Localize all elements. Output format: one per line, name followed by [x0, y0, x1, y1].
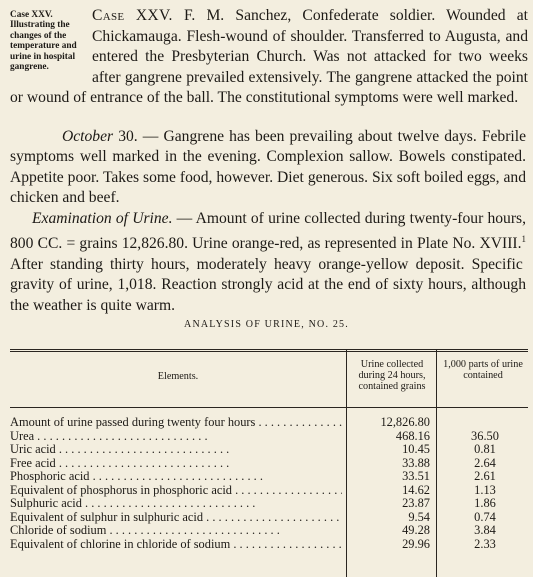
grains-value: 9.54 [408, 509, 430, 524]
per-1000-value: 36.50 [471, 428, 499, 443]
per-1000-value: 1.13 [474, 482, 496, 497]
table-row [10, 524, 528, 538]
element-name: Equivalent of sulphur in sulphuric acid . . [10, 511, 342, 525]
grains-value: 10.45 [402, 442, 430, 456]
header-24h: Urine collected during 24 hours, contained grains [358, 359, 426, 392]
element-name: Equivalent of chlorine in chloride of sodium . . [10, 538, 342, 552]
table-row [10, 484, 528, 498]
table-header-rule [10, 407, 528, 408]
exam-label: Examination of Urine. [32, 210, 173, 227]
grains-value: 23.87 [402, 496, 430, 510]
element-name: Chloride of sodium . . [10, 524, 342, 538]
urine-exam-paragraph [10, 209, 526, 316]
element-name: Phosphoric acid . . [10, 470, 342, 484]
case-title: Case XXV. [92, 7, 173, 24]
table-body [10, 416, 528, 551]
table-row [10, 497, 528, 511]
october-text: 30. — Gangrene has been prevailing about twelve days. Febrile symptoms well marked in the evening. Complexion sallow. Bowels constipated. Appetite poor. Takes some food, however. Diet generous. Six soft boiled eggs, and chicken and beef. [10, 128, 526, 207]
element-name: Free acid . . [10, 457, 342, 471]
october-date: October [62, 128, 114, 145]
header-per-1000: 1,000 parts of urine contained [443, 359, 523, 381]
exam-text-a: — Amount of urine collected during twenty-four hours, 800 CC. = grains 12,826.80. Urine orange-red, as represented in Plate No. XVIII. [10, 210, 527, 253]
element-name: Urea . . [10, 430, 342, 444]
grains-value: 29.96 [402, 536, 430, 551]
margin-sidenote: Case XXV. Illustrating the changes of the temperature and urine in hospital gangrene. [10, 10, 77, 73]
case-text: F. M. Sanchez, Confederate soldier. Wounded at Chickamauga. Flesh-wound of shoulder. Transferred to Augusta, and entered the Presbyterian Church. Was not attacked for two weeks after gangrene prevailed extensively. The gangrene attacked the point or wound of entrance of the ball. The constitutional symptoms were well marked. [10, 7, 528, 107]
urine-analysis-table [10, 339, 528, 577]
grains-value: 33.88 [402, 455, 430, 470]
per-1000-value: 3.84 [474, 523, 496, 537]
per-1000-value: 0.74 [474, 509, 496, 524]
table-row [10, 443, 528, 457]
grains-value: 468.16 [395, 428, 430, 443]
october-paragraph [10, 127, 526, 209]
footnote-mark: 1 [521, 234, 526, 245]
table-caption: ANALYSIS OF URINE, NO. 25. [184, 319, 349, 330]
grains-value: 33.51 [402, 469, 430, 483]
per-1000-value: 2.61 [474, 469, 496, 483]
header-elements: Elements. [157, 371, 199, 382]
element-name: Equivalent of phosphorus in phosphoric acid . . [10, 484, 342, 498]
case-paragraph [10, 6, 528, 109]
grains-value: 49.28 [402, 523, 430, 537]
element-name: Sulphuric acid . . [10, 497, 342, 511]
grains-value: 12,826.80 [380, 415, 430, 429]
table-row [10, 538, 528, 552]
element-name: Amount of urine passed during twenty four hours . . [10, 416, 342, 430]
element-name: Uric acid . . [10, 443, 342, 457]
per-1000-value: 0.81 [474, 442, 496, 456]
table-row [10, 457, 528, 471]
table-row [10, 416, 528, 430]
table-row [10, 511, 528, 525]
table-row [10, 470, 528, 484]
per-1000-value: 2.64 [474, 455, 496, 470]
exam-text-b: After standing thirty hours, moderately heavy orange-yellow deposit. Specific gravity of urine, 1,018. Reaction strongly acid at the end of sixty hours, although the weather is quite warm. [10, 256, 526, 314]
per-1000-value: 2.33 [474, 536, 496, 551]
table-row [10, 430, 528, 444]
grains-value: 14.62 [402, 482, 430, 497]
per-1000-value: 1.86 [474, 496, 496, 510]
table-top-rule [10, 349, 528, 352]
